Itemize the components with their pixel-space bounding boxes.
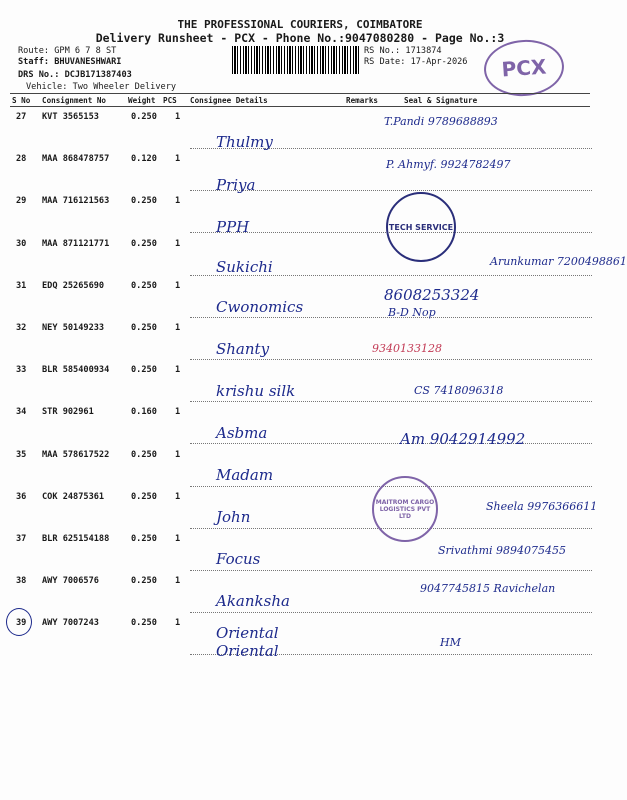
row-cno: STR 902961: [42, 407, 94, 418]
row-cno: MAA 716121563: [42, 196, 110, 207]
row-wt: 0.250: [131, 365, 157, 376]
consignee-handwriting: Cwonomics: [216, 298, 304, 316]
signature-handwriting: Arunkumar 7200498861: [490, 255, 627, 268]
signature-handwriting: B-D Nop: [388, 306, 436, 319]
row-pcs: 1: [175, 407, 181, 418]
signature-handwriting: 8608253324: [384, 286, 480, 304]
table-row: [0, 360, 600, 402]
barcode: [232, 46, 360, 74]
consignee-handwriting: Shanty: [216, 340, 270, 358]
row-sno: 36: [16, 491, 27, 502]
col-weight: Weight: [128, 96, 156, 105]
consignee-handwriting: Priya: [216, 176, 256, 194]
consignee-handwriting: krishu silk: [216, 382, 296, 400]
row-pcs: 1: [175, 365, 181, 376]
row-pcs: 1: [175, 154, 181, 165]
row-sno: 27: [16, 112, 27, 122]
row-39-circle-mark: [6, 608, 32, 636]
row-cno: COK 24875361: [42, 491, 105, 502]
col-pcs: PCS: [163, 96, 177, 105]
signature-handwriting: Srivathmi 9894075455: [438, 544, 567, 557]
row-cno: AWY 7006576: [42, 576, 99, 587]
consignee-handwriting: John: [216, 508, 251, 526]
row-wt: 0.250: [131, 491, 157, 502]
consignee-handwriting: Sukichi: [216, 258, 273, 276]
consignee-handwriting: Madam: [216, 466, 274, 484]
row-pcs: 1: [175, 449, 181, 460]
signature-handwriting: 9047745815 Ravichelan: [420, 582, 556, 595]
staff-label: Staff: BHUVANESHWARI: [18, 57, 122, 67]
rs-date: RS Date: 17-Apr-2026: [364, 57, 468, 67]
table-row: [0, 107, 600, 149]
table-row: [0, 318, 600, 360]
consignee-handwriting: Akanksha: [216, 592, 290, 610]
row-wt: 0.250: [131, 196, 157, 207]
col-remarks: Remarks: [346, 96, 379, 105]
col-consignment: Consignment No: [42, 96, 107, 105]
row-wt: 0.250: [131, 238, 157, 249]
signature-handwriting: CS 7418096318: [414, 384, 504, 397]
row-sno: 38: [16, 576, 27, 587]
row-cno: MAA 868478757: [42, 154, 110, 165]
row-wt: 0.120: [131, 154, 157, 165]
row-wt: 0.160: [131, 407, 157, 418]
row-pcs: 1: [175, 196, 181, 207]
signature-handwriting: P. Ahmyf. 9924782497: [386, 158, 511, 171]
col-consignee: Consignee Details: [190, 96, 268, 105]
row-pcs: 1: [175, 112, 181, 122]
row-pcs: 1: [175, 238, 181, 249]
col-seal: Seal & Signature: [404, 96, 478, 105]
row-sno: 31: [16, 280, 27, 291]
row-wt: 0.250: [131, 323, 157, 333]
rs-number: RS No.: 1713874: [364, 46, 442, 56]
row-pcs: 1: [175, 280, 181, 291]
row-cno: NEY 50149233: [42, 323, 105, 333]
row-pcs: 1: [175, 534, 181, 544]
consignee-handwriting: PPH: [216, 218, 250, 236]
signature-handwriting: 9340133128: [372, 342, 442, 355]
col-sno: S No: [12, 96, 31, 105]
row-cno: BLR 625154188: [42, 534, 110, 544]
row-cno: MAA 578617522: [42, 449, 110, 460]
pcx-stamp: PCX: [482, 37, 566, 98]
row-wt: 0.250: [131, 449, 157, 460]
table-row: [0, 191, 600, 233]
signature-handwriting: T.Pandi 9789688893: [384, 115, 498, 128]
row-wt: 0.250: [131, 618, 157, 629]
row-39-second-name: Oriental: [216, 642, 279, 660]
row-pcs: 1: [175, 323, 181, 333]
drs-number: DRS No.: DCJB171387403: [18, 70, 132, 80]
row-wt: 0.250: [131, 534, 157, 544]
consignee-handwriting: Thulmy: [216, 133, 273, 151]
row-wt: 0.250: [131, 280, 157, 291]
table-row: [0, 445, 600, 487]
row-sno: 37: [16, 534, 27, 544]
row-cno: KVT 3565153: [42, 112, 99, 122]
signature-handwriting: Sheela 9976366611: [486, 500, 598, 513]
row-sno: 39: [16, 618, 27, 629]
row-sno: 28: [16, 154, 27, 165]
row-pcs: 1: [175, 491, 181, 502]
runsheet-subtitle: Delivery Runsheet - PCX - Phone No.:9047080280 - Page No.:3: [95, 31, 505, 45]
row-sno: 30: [16, 238, 27, 249]
row-sno: 32: [16, 323, 27, 333]
route-label: Route: GPM 6 7 8 ST: [18, 46, 117, 56]
signature-handwriting: HM: [440, 636, 461, 649]
consignee-handwriting: Oriental: [216, 624, 279, 642]
maitrom-seal: MAITROM CARGO LOGISTICS PVT LTD: [372, 476, 438, 542]
row-sno: 29: [16, 196, 27, 207]
runsheet-title: THE PROFESSIONAL COURIERS, COIMBATORE: [177, 18, 423, 31]
row-cno: AWY 7007243: [42, 618, 99, 629]
vehicle-label: Vehicle: Two Wheeler Delivery: [26, 82, 177, 92]
table-row: [0, 613, 600, 655]
tech-service-seal: TECH SERVICE: [386, 192, 456, 262]
row-pcs: 1: [175, 618, 181, 629]
row-cno: BLR 585400934: [42, 365, 110, 376]
row-cno: MAA 871121771: [42, 238, 110, 249]
consignee-handwriting: Asbma: [216, 424, 268, 442]
row-wt: 0.250: [131, 112, 157, 122]
row-sno: 34: [16, 407, 27, 418]
header-top-line: [10, 93, 590, 94]
row-pcs: 1: [175, 576, 181, 587]
row-wt: 0.250: [131, 576, 157, 587]
row-sno: 35: [16, 449, 27, 460]
row-sno: 33: [16, 365, 27, 376]
signature-handwriting: Am 9042914992: [400, 430, 526, 448]
row-cno: EDQ 25265690: [42, 280, 105, 291]
consignee-handwriting: Focus: [216, 550, 261, 568]
